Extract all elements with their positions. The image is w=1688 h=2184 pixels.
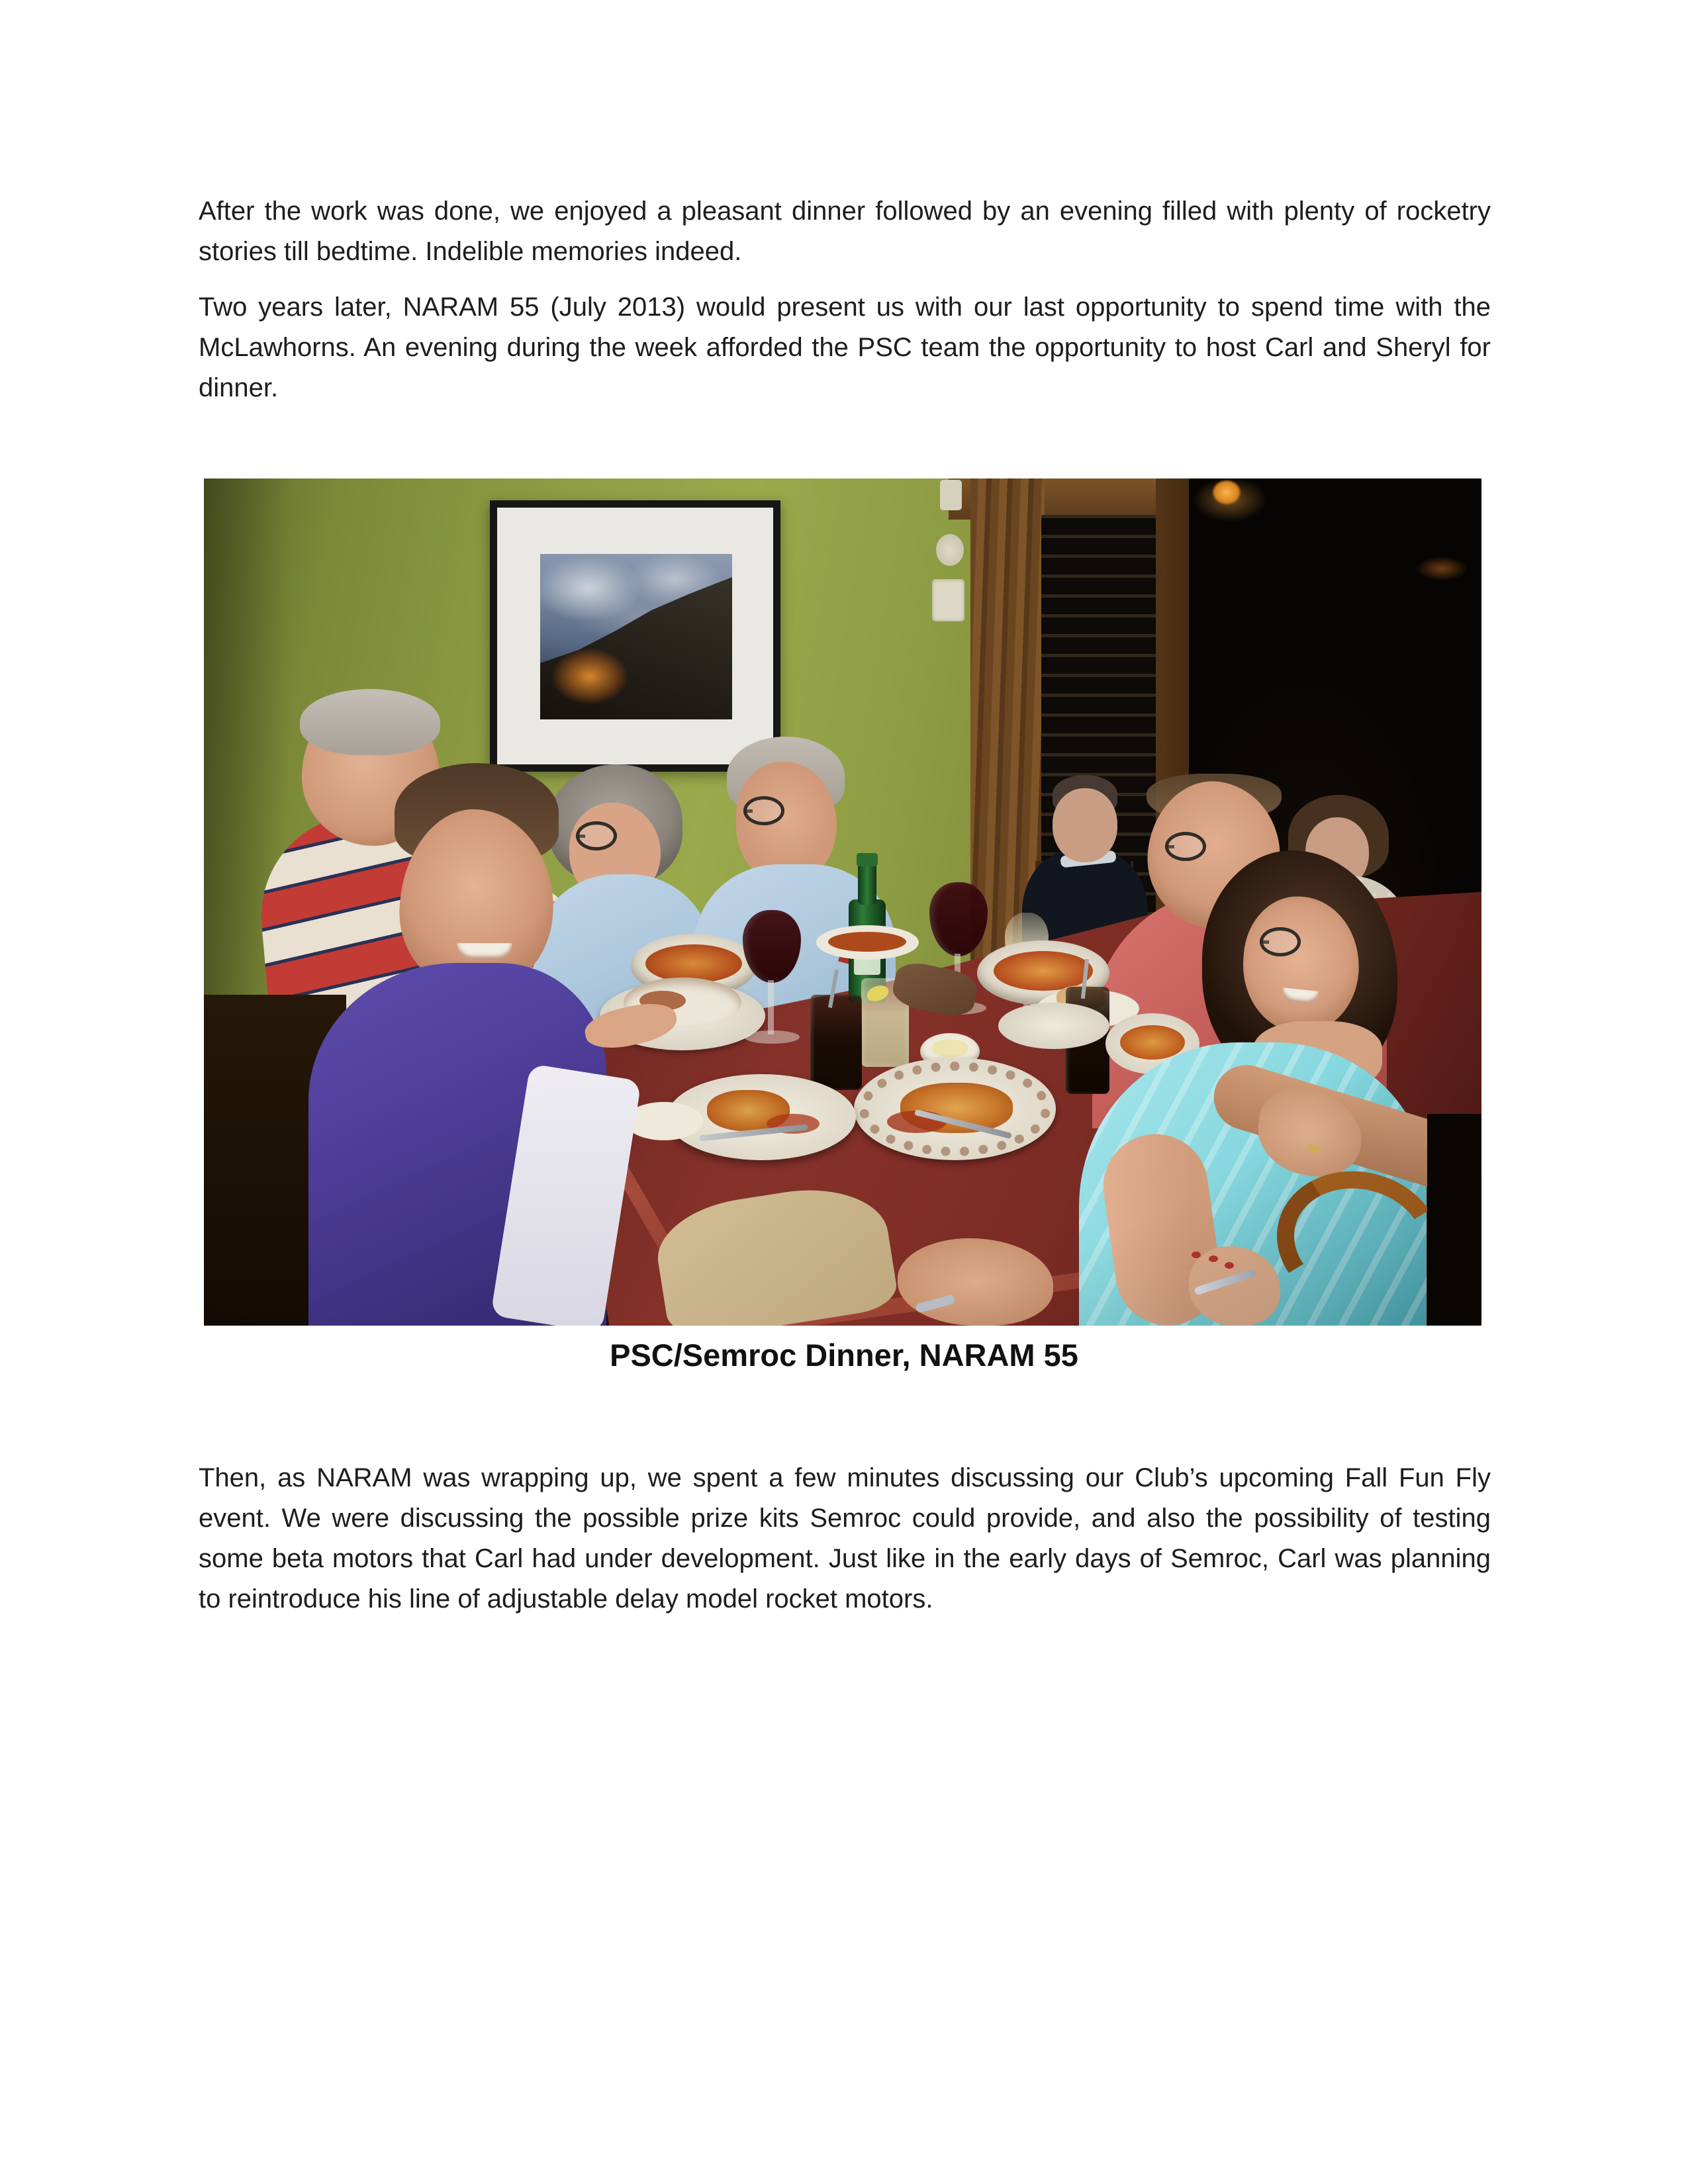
distant-light-glow bbox=[1405, 551, 1478, 586]
striped-shirt-man-hair bbox=[300, 689, 440, 755]
photo-caption: PSC/Semroc Dinner, NARAM 55 bbox=[610, 1338, 1078, 1373]
butter-pat bbox=[932, 1040, 968, 1057]
paragraph-2: Two years later, NARAM 55 (July 2013) would present us with our last opportunity to spend time with the McLawhorns. An evening during the week afforded the PSC team the opportunity to host Carl and Sheryl for dinner. bbox=[199, 293, 1491, 402]
paragraph-1: After the work was done, we enjoyed a pleasant dinner followed by an evening filled with plenty of rocketry stories till bedtime. Indelible memories indeed. bbox=[199, 197, 1491, 266]
pasta-bowl bbox=[816, 925, 919, 960]
bottle-neck bbox=[858, 862, 876, 905]
wine-glass-base bbox=[744, 1030, 800, 1044]
paragraph-3: Then, as NARAM was wrapping up, we spent a few minutes discussing our Club’s upcoming Fall Fun Fly event. We were discussing the possible prize kits Semroc could provide, and also the possibility of testing some beta motors that Carl had under development. Just like in the early days of Semroc, Carl was planning to reintroduce his line of adjustable delay model rocket motors. bbox=[199, 1463, 1491, 1614]
dark-corner bbox=[1427, 1114, 1481, 1326]
purple-shirt-man-smile bbox=[457, 943, 512, 959]
wine-glass-stem bbox=[768, 980, 774, 1034]
dinner-photo-scene bbox=[204, 478, 1481, 1326]
red-nails bbox=[1192, 1251, 1201, 1258]
glasses-lens bbox=[1165, 832, 1206, 861]
wall-plate-round bbox=[936, 534, 964, 566]
pasta-food bbox=[994, 951, 1093, 991]
wall-switch-plate bbox=[932, 579, 964, 621]
glasses-lens bbox=[576, 821, 617, 850]
sconce-flame bbox=[1207, 480, 1246, 508]
lasagna-plate bbox=[854, 1058, 1056, 1160]
framed-picture-image bbox=[540, 554, 732, 719]
pasta-food bbox=[645, 944, 742, 983]
pasta-food bbox=[828, 932, 906, 952]
soda-glass bbox=[810, 995, 862, 1090]
lemon-wedge bbox=[865, 983, 890, 1004]
background-man-head bbox=[1053, 788, 1117, 862]
dinner-photo bbox=[204, 478, 1481, 1326]
framed-picture-lit-building bbox=[550, 640, 649, 706]
wall-plate-small bbox=[940, 480, 962, 510]
framed-picture bbox=[490, 500, 780, 772]
bottle-cap bbox=[857, 853, 878, 866]
glasses-lens bbox=[743, 796, 784, 825]
glasses-lens bbox=[1260, 927, 1301, 956]
